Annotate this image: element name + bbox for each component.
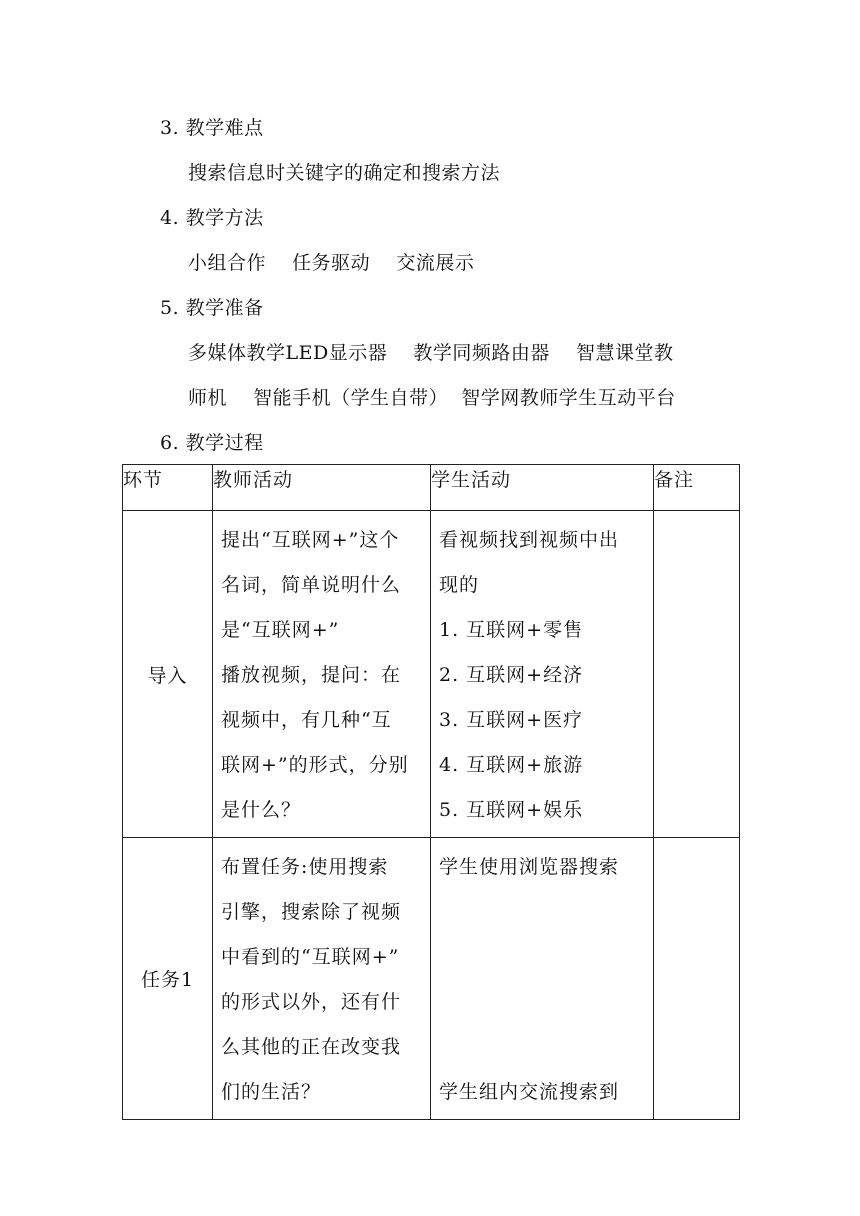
notes-cell <box>654 511 740 838</box>
student-line <box>439 980 649 1025</box>
stage-cell: 导入 <box>123 511 213 838</box>
prep-text-line-2: 师机 智能手机（学生自带） 智学网教师学生互动平台 <box>188 387 676 409</box>
stage-cell: 任务1 <box>123 838 213 1120</box>
student-line: 1. 互联网+零售 <box>439 619 584 641</box>
table-header-row <box>123 465 740 511</box>
teaching-process-table <box>122 464 740 1120</box>
student-line <box>439 1025 649 1070</box>
header-stage: 环节 <box>123 465 213 511</box>
header-teacher-activity: 教师活动 <box>213 465 431 511</box>
student-line: 学生组内交流搜索到 <box>439 1081 620 1103</box>
table-row <box>123 511 740 838</box>
teacher-line: 视频中，有几种“互 <box>221 709 392 731</box>
student-line: 4. 互联网+旅游 <box>439 754 584 776</box>
method-heading: 4. 教学方法 <box>160 207 264 229</box>
student-line: 3. 互联网+医疗 <box>439 709 584 731</box>
student-line: 看视频找到视频中出 <box>439 529 620 551</box>
prep-text-line-1: 多媒体教学LED显示器 教学同频路由器 智慧课堂教 <box>188 342 674 364</box>
teacher-line: 的形式以外，还有什 <box>221 991 402 1013</box>
teacher-line: 布置任务:使用搜索 <box>221 856 389 878</box>
prep-heading: 5. 教学准备 <box>160 297 264 319</box>
teacher-line: 名词，简单说明什么 <box>221 574 402 596</box>
teacher-line: 们的生活？ <box>221 1081 322 1103</box>
method-text: 小组合作 任务驱动 交流展示 <box>188 252 475 274</box>
header-student-activity: 学生活动 <box>431 465 654 511</box>
teacher-line: 播放视频，提问：在 <box>221 664 402 686</box>
student-activity-cell <box>431 511 654 838</box>
teacher-line: 中看到的“互联网+” <box>221 946 400 968</box>
difficulty-heading: 3. 教学难点 <box>160 117 264 139</box>
student-line: 5. 互联网+娱乐 <box>439 799 584 821</box>
notes-cell <box>654 838 740 1120</box>
teacher-line: 联网+”的形式，分别 <box>221 754 409 776</box>
teacher-line: 引擎，搜索除了视频 <box>221 901 402 923</box>
student-activity-cell <box>431 838 654 1120</box>
table-row <box>123 838 740 1120</box>
teacher-activity-cell <box>213 838 431 1120</box>
teacher-line: 么其他的正在改变我 <box>221 1036 402 1058</box>
teacher-line: 提出“互联网+”这个 <box>221 529 400 551</box>
process-heading: 6. 教学过程 <box>160 432 264 454</box>
student-line <box>439 935 649 980</box>
difficulty-text: 搜索信息时关键字的确定和搜索方法 <box>188 162 501 184</box>
teacher-line: 是“互联网+” <box>221 619 340 641</box>
teacher-activity-cell <box>213 511 431 838</box>
student-line: 学生使用浏览器搜索 <box>439 856 620 878</box>
teacher-line: 是什么？ <box>221 799 302 821</box>
student-line: 2. 互联网+经济 <box>439 664 584 686</box>
header-notes: 备注 <box>654 465 740 511</box>
student-line: 现的 <box>439 574 480 596</box>
student-line <box>439 890 649 935</box>
